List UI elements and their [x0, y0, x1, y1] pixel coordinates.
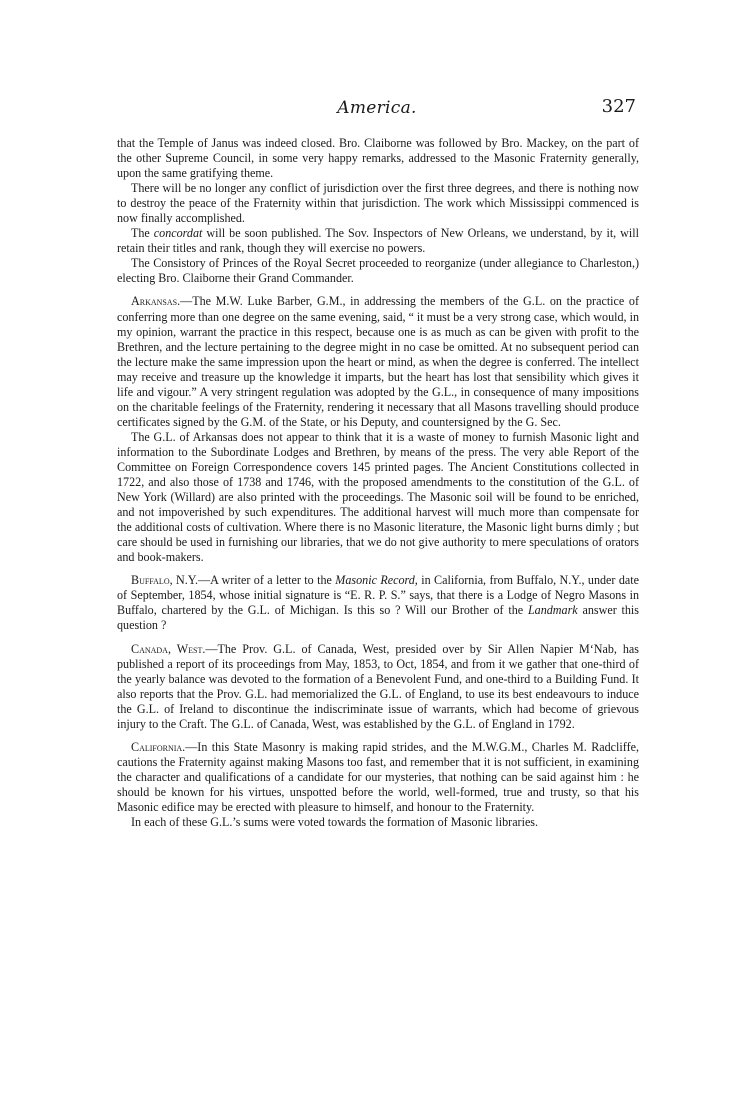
page-number: 327 — [601, 96, 636, 117]
paragraph-text: In each of these G.L.’s sums were voted towards the formation of Masonic libraries. — [131, 815, 539, 830]
paragraph-text: The Consistory of Princes of the Royal Secret proceeded to reorganize (under allegiance to Charleston,) electing Bro. Claiborne their Grand Commander. — [117, 256, 639, 286]
paragraph-text: —In this State Masonry is making rapid strides, and the M.W.G.M., Charles M. Radcliffe, cautions the Fraternity against making Masons too fast, and remember that it is not sufficient, in examining the character and qualifications of a candidate for our mysteries, that nothing can be said against him : he should be known for his virtues, unspotted before the world, well-formed, true and trusty, so that his Masonic edifice may be erected with pleasure to himself, and honour to the Fraternity. — [117, 739, 639, 814]
section-buffalo: Buffalo, N.Y.—A writer of a letter to the Masonic Record, in California, from Buffalo, N.Y., under date of September, 1854, whose initial signature is “E. R. P. S.” says, that there is a Lodge of Negro Masons in Buffalo, chartered by the G.L. of Michigan. Is this so ? Will our Brother of the Landmark answer this question ? — [117, 573, 639, 633]
publication-title: Landmark — [527, 603, 578, 618]
paragraph-text: The G.L. of Arkansas does not appear to think that it is a waste of money to furnish Masonic light and information to the Subordinate Lodges and Brethren, by means of the press. The very able Report of the Committee on Foreign Correspondence covers 145 printed pages. The Ancient Constitutions collected in 1722, and also those of 1738 and 1746, with the proposed amendments to the constitution of the G.L. of New York (Willard) are also printed with the proceedings. The Masonic soil will be found to be enriched, and not impoverished by such expenditures. The additional harvest will much more than compensate for the additional costs of cultivation. Where there is no Masonic literature, the Masonic light burns dimly ; but care should be used in furnishing our libraries, that we do not give authority to mere speculations of orators and book-makers. — [117, 429, 639, 565]
paragraph-arkansas-press — [117, 430, 639, 565]
paragraph-text: —The M.W. Luke Barber, G.M., in addressing the members of the G.L. on the practice of conferring more than one degree on the same evening, said, “ it must be a very strong case, which would, in my opinion, warrant the practice in this respect, because one is as much as can be given with profit to the Brethren, and the lecture pertaining to the degree might in no case be omitted. At no subsequent period can the lecture make the same impression upon the heart or mind, as when the degree is conferred. The intellect may receive and treasure up the knowledge it imparts, but the heart has lost that sensibility which gives it life and vigour.” A very stringent regulation was adopted by the G.L., in consequence of many impositions on the charitable feelings of the Fraternity, rendering it necessary that all Masons travelling should produce certificates signed by the G.M. of the State, or his Deputy, and countersigned by the G. Sec. — [117, 294, 639, 429]
paragraph-jurisdiction — [117, 181, 639, 226]
paragraph-consistory — [117, 256, 639, 286]
paragraph-text: There will be no longer any conflict of jurisdiction over the first three degrees, and there is nothing now to destroy the peace of the Fraternity within that jurisdiction. The work which Mississippi commenced is now finally accomplished. — [117, 181, 639, 226]
paragraph-concordat: The concordat will be soon published. The Sov. Inspectors of New Orleans, we understand, by it, will retain their titles and rank, though they will exercise no powers. — [117, 226, 639, 256]
concordat-term: concordat — [153, 226, 203, 241]
section-heading: Canada, West. — [131, 641, 206, 656]
paragraph-text: that the Temple of Janus was indeed closed. Bro. Claiborne was followed by Bro. Mackey, on the part of the other Supreme Council, in some very happy remarks, addressed to the Masonic Fraternity generally, upon the same gratifying theme. — [117, 136, 639, 181]
section-heading: Buffalo, — [131, 573, 173, 588]
section-arkansas — [117, 294, 639, 429]
section-canada-west — [117, 642, 639, 732]
section-california — [117, 740, 639, 815]
paragraph-text: —The Prov. G.L. of Canada, West, presided over by Sir Allen Napier M‘Nab, has published a report of its proceedings from May, 1853, to Oct, 1854, and from it we gather that one-third of the yearly balance was devoted to the formation of a Benevolent Fund, and one-third to a Building Fund. It also reports that the Prov. G.L. had memorialized the G.L. of England, to use its best endeavours to induce the G.L. of Ireland to discontinue the indiscriminate issue of warrants, which had become of grievous injury to the Craft. The G.L. of Canada, West, was established by the G.L. of England in 1792. — [117, 641, 639, 731]
publication-title: Masonic Record, — [335, 573, 418, 588]
section-heading: Arkansas. — [131, 294, 181, 309]
section-heading: California. — [131, 739, 186, 754]
paragraph-janus — [117, 136, 639, 181]
page-header — [118, 96, 636, 122]
running-title: America. — [337, 98, 417, 118]
paragraph-libraries — [117, 815, 639, 830]
body-text — [117, 136, 639, 830]
